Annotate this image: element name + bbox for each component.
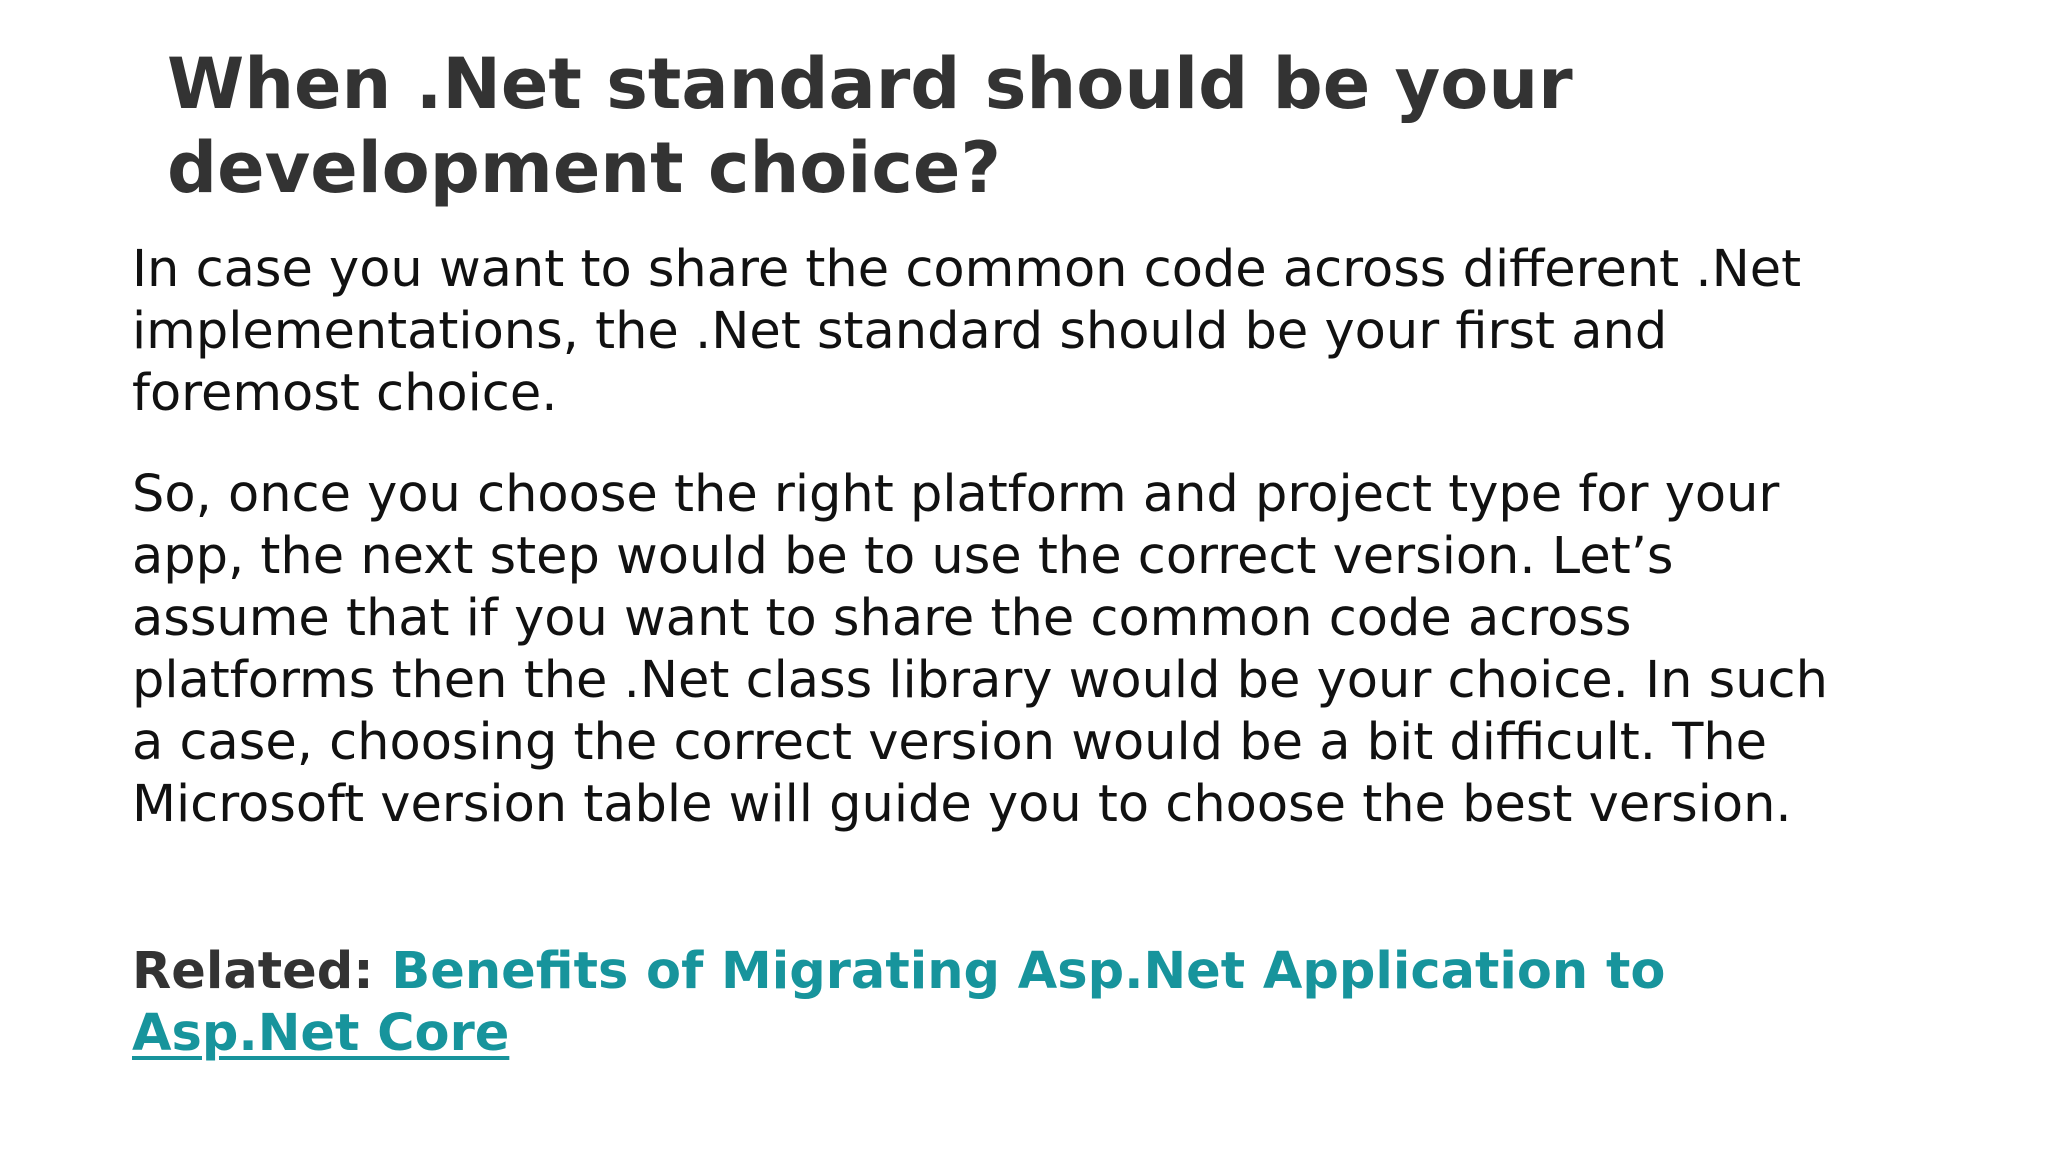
related-link-line-1[interactable]: Benefits of Migrating Asp.Net Application to bbox=[391, 942, 1666, 1001]
slide-title bbox=[167, 42, 1867, 210]
paragraph-1-line-1: In case you want to share the common code across different .Net bbox=[132, 240, 1802, 299]
slide-title-line-2: development choice? bbox=[167, 127, 1001, 209]
paragraph-1-line-3: foremost choice. bbox=[132, 364, 558, 423]
paragraph-1-line-2: implementations, the .Net standard should be your first and bbox=[132, 302, 1668, 361]
paragraph-2-line-3: assume that if you want to share the common code across bbox=[132, 589, 1632, 648]
related-section bbox=[132, 941, 1832, 1065]
paragraph-2-line-2: app, the next step would be to use the correct version. Let’s bbox=[132, 527, 1674, 586]
paragraph-2-line-1: So, once you choose the right platform and project type for your bbox=[132, 465, 1780, 524]
related-label: Related: bbox=[132, 942, 374, 1001]
paragraph-2-line-6: Microsoft version table will guide you to choose the best version. bbox=[132, 775, 1792, 834]
paragraph-1 bbox=[132, 239, 1912, 425]
related-link-line-2[interactable]: Asp.Net Core bbox=[132, 1004, 510, 1063]
paragraph-2-line-4: platforms then the .Net class library would be your choice. In such bbox=[132, 651, 1828, 710]
paragraph-2-line-5: a case, choosing the correct version would be a bit difficult. The bbox=[132, 713, 1768, 772]
slide-title-line-1: When .Net standard should be your bbox=[167, 43, 1573, 125]
paragraph-2 bbox=[132, 464, 1912, 836]
